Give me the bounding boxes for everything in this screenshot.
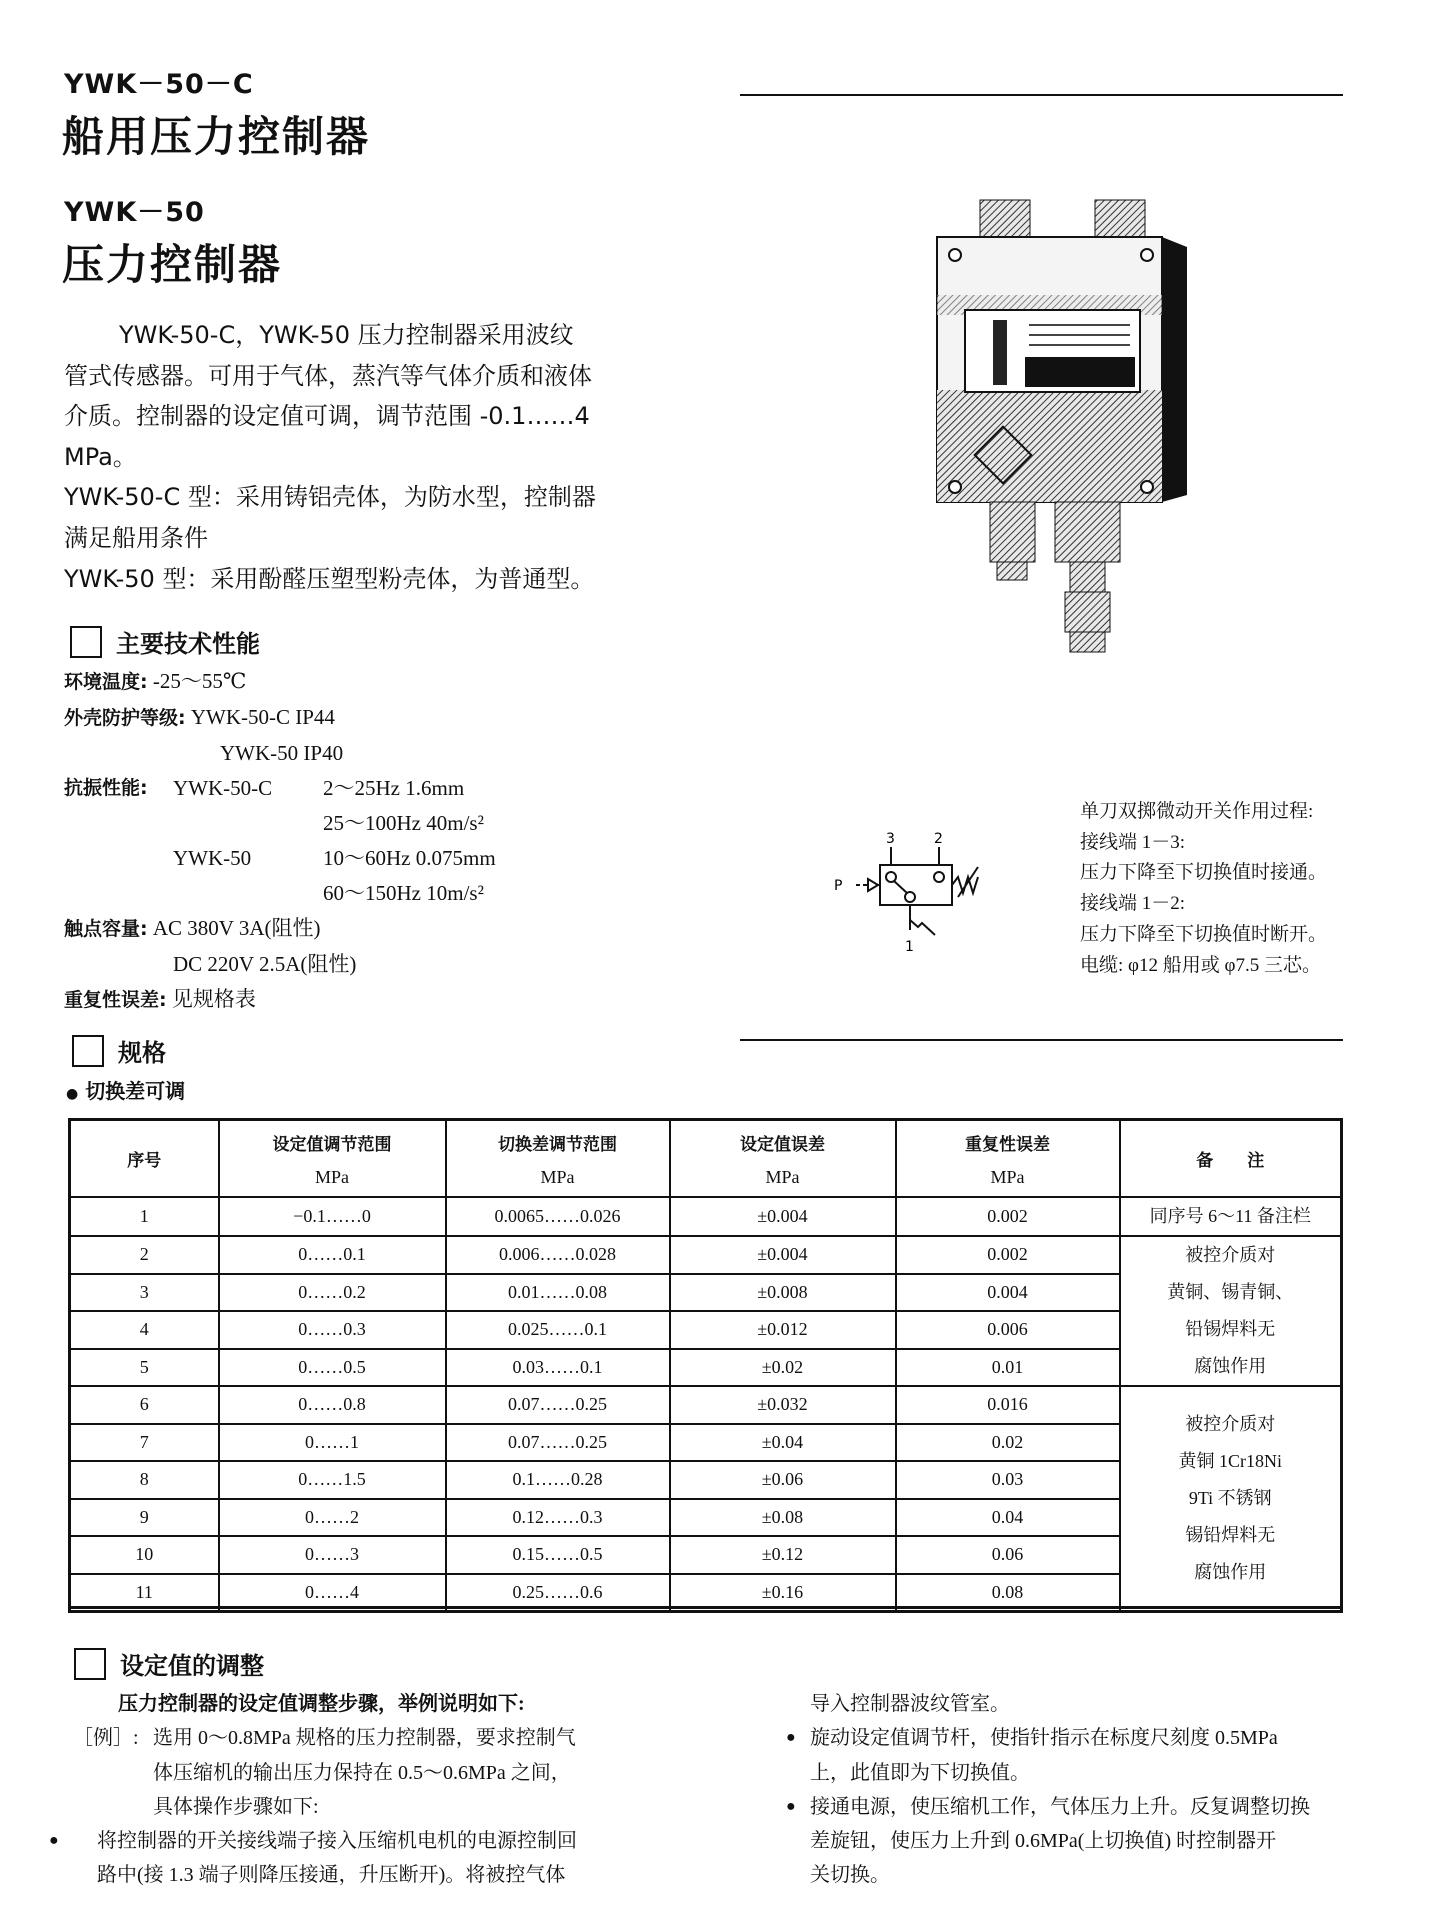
section-title: 设定值的调整 xyxy=(120,1652,264,1680)
note-line: 铅锡焊料无 xyxy=(1185,1319,1276,1339)
intro-line: YWK-50 型：采用酚醛压塑型粉壳体，为普通型。 xyxy=(64,564,595,593)
checkbox-square-icon xyxy=(72,1035,104,1067)
note-line: 腐蚀作用 xyxy=(1194,1562,1267,1582)
intro-paragraph xyxy=(64,315,596,599)
spec-value: 25～100Hz 40m/s² xyxy=(323,811,484,835)
step-1: ● 将控制器的开关接线端子接入压缩机电机的电源控制回 xyxy=(73,1824,577,1858)
table-cell: ±0.06 xyxy=(670,1461,896,1499)
table-note-cell xyxy=(1120,1197,1342,1236)
step-line: 差旋钮，使压力上升到 0.6MPa(上切换值) 时控制器开 xyxy=(810,1830,1277,1853)
intro-line: 介质。控制器的设定值可调，调节范围 -0.1……4 xyxy=(64,402,590,431)
switch-diagram xyxy=(810,825,990,955)
section-heading-specs xyxy=(70,624,260,659)
spec-label: 环境温度: xyxy=(64,671,148,693)
step-2: ● 旋动设定值调节杆，使指针指示在标度尺刻度 0.5MPa xyxy=(810,1721,1310,1755)
note-line: 同序号 6～11 备注栏 xyxy=(1149,1206,1311,1226)
table-row xyxy=(70,1386,1342,1424)
table-cell: 2 xyxy=(70,1236,219,1274)
table-cell: 0……1 xyxy=(219,1424,446,1462)
table-cell: 0.0065……0.026 xyxy=(446,1197,670,1236)
subheading xyxy=(66,1075,185,1104)
table-bottom-rule xyxy=(68,1606,1343,1609)
switch-description xyxy=(1080,797,1327,981)
note-line: 黄铜 1Cr18Ni xyxy=(1178,1451,1282,1471)
table-cell: 11 xyxy=(70,1574,219,1612)
step-line: 上，此值即为下切换值。 xyxy=(810,1761,1030,1784)
table-cell: 6 xyxy=(70,1386,219,1424)
note-line: 腐蚀作用 xyxy=(1194,1356,1267,1376)
table-cell: 0.03……0.1 xyxy=(446,1349,670,1387)
table-cell: 0.01……0.08 xyxy=(446,1274,670,1312)
spec-model: YWK-50 xyxy=(173,846,252,870)
table-cell: ±0.032 xyxy=(670,1386,896,1424)
switch-line: 接线端 1－2: xyxy=(1080,893,1186,915)
table-cell: 0……0.3 xyxy=(219,1311,446,1349)
spec-model: YWK-50-C xyxy=(173,776,273,800)
step-3: ● 接通电源，使压缩机工作，气体压力上升。反复调整切换 xyxy=(810,1790,1310,1824)
spec-value: -25～55℃ xyxy=(152,669,247,693)
note-line: 黄铜、锡青铜、 xyxy=(1167,1282,1294,1302)
intro-line: 管式传感器。可用于气体，蒸汽等气体介质和液体 xyxy=(64,361,592,390)
table-cell: 0.07……0.25 xyxy=(446,1424,670,1462)
note-line: 9Ti 不锈钢 xyxy=(1188,1488,1272,1508)
table-cell: 0……0.2 xyxy=(219,1274,446,1312)
model-title-2: YWK－50 xyxy=(64,197,205,228)
bullet-icon: ● xyxy=(66,1086,79,1102)
column-header: 备 注 xyxy=(1120,1120,1342,1198)
table-cell: ±0.012 xyxy=(670,1311,896,1349)
intro-line: MPa。 xyxy=(64,442,137,471)
checkbox-square-icon xyxy=(70,626,102,658)
column-header: 切换差调节范围 MPa xyxy=(446,1120,670,1198)
column-header: 序号 xyxy=(70,1120,219,1198)
table-cell: 0……0.5 xyxy=(219,1349,446,1387)
table-note-cell xyxy=(1120,1386,1342,1612)
table-cell: 0……3 xyxy=(219,1536,446,1574)
table-cell: ±0.08 xyxy=(670,1499,896,1537)
table-cell: ±0.02 xyxy=(670,1349,896,1387)
example-line: 选用 0～0.8MPa 规格的压力控制器，要求控制气 xyxy=(153,1727,576,1750)
table-cell: −0.1……0 xyxy=(219,1197,446,1236)
table-cell: 0.15……0.5 xyxy=(446,1536,670,1574)
table-cell: 0……2 xyxy=(219,1499,446,1537)
table-cell: 10 xyxy=(70,1536,219,1574)
pressure-controller-photo xyxy=(925,195,1195,660)
table-header-row xyxy=(70,1120,1342,1198)
table-note-cell xyxy=(1120,1236,1342,1386)
table-cell: 0.12……0.3 xyxy=(446,1499,670,1537)
terminal-label: 1 xyxy=(905,939,914,955)
table-cell: 0.025……0.1 xyxy=(446,1311,670,1349)
spec-value: 60～150Hz 10m/s² xyxy=(323,881,484,905)
step-line: 路中(接 1.3 端子则降压接通，升压断开)。将被控气体 xyxy=(97,1864,566,1887)
divider-middle xyxy=(740,1039,1343,1041)
adjust-right-column xyxy=(810,1687,1310,1893)
table-cell: 0.04 xyxy=(896,1499,1120,1537)
table-cell: 0……0.8 xyxy=(219,1386,446,1424)
model-title-1: YWK－50－C xyxy=(64,69,254,100)
table-cell: ±0.16 xyxy=(670,1574,896,1612)
pressure-port-label: P xyxy=(834,878,843,894)
example-line: 体压缩机的输出压力保持在 0.5～0.6MPa 之间， xyxy=(153,1761,571,1784)
step-line: 导入控制器波纹管室。 xyxy=(810,1693,1010,1715)
table-cell: 0.006……0.028 xyxy=(446,1236,670,1274)
example-label: ［例］: xyxy=(73,1727,139,1750)
table-cell: 0.07……0.25 xyxy=(446,1386,670,1424)
table-cell: 9 xyxy=(70,1499,219,1537)
switch-line: 压力下降至下切换值时断开。 xyxy=(1080,923,1328,945)
table-cell: ±0.004 xyxy=(670,1236,896,1274)
table-cell: 3 xyxy=(70,1274,219,1312)
spec-table xyxy=(68,1118,1343,1613)
table-cell: 4 xyxy=(70,1311,219,1349)
example-line: 具体操作步骤如下: xyxy=(153,1795,319,1818)
column-header: 设定值调节范围 MPa xyxy=(219,1120,446,1198)
table-cell: ±0.004 xyxy=(670,1197,896,1236)
subheading-text: 切换差可调 xyxy=(85,1079,186,1103)
spec-value: YWK-50-C IP44 xyxy=(190,705,335,729)
specs-list xyxy=(64,664,496,1018)
section-title: 规格 xyxy=(118,1039,166,1067)
table-row xyxy=(70,1236,1342,1274)
table-cell: 0.016 xyxy=(896,1386,1120,1424)
spec-value: AC 380V 3A(阻性) xyxy=(152,916,321,940)
table-cell: 0.03 xyxy=(896,1461,1120,1499)
table-cell: 0.06 xyxy=(896,1536,1120,1574)
table-cell: 0.25……0.6 xyxy=(446,1574,670,1612)
spec-label: 外壳防护等级: xyxy=(64,707,186,729)
intro-line: 满足船用条件 xyxy=(64,523,208,552)
table-cell: ±0.008 xyxy=(670,1274,896,1312)
table-cell: 0.08 xyxy=(896,1574,1120,1612)
spec-value: 10～60Hz 0.075mm xyxy=(323,846,496,870)
spec-value: YWK-50 IP40 xyxy=(220,741,344,765)
table-cell: 0.1……0.28 xyxy=(446,1461,670,1499)
page-title-1: 船用压力控制器 xyxy=(62,112,371,161)
table-cell: 0.006 xyxy=(896,1311,1120,1349)
table-cell: ±0.12 xyxy=(670,1536,896,1574)
note-line: 锡铅焊料无 xyxy=(1185,1525,1276,1545)
section-heading-spec-table xyxy=(72,1033,166,1068)
spec-value: 见规格表 xyxy=(171,987,256,1011)
table-cell: 0……0.1 xyxy=(219,1236,446,1274)
table-cell: 0.02 xyxy=(896,1424,1120,1462)
table-cell: ±0.04 xyxy=(670,1424,896,1462)
table-cell: 0……1.5 xyxy=(219,1461,446,1499)
table-cell: 7 xyxy=(70,1424,219,1462)
note-line: 被控介质对 xyxy=(1185,1245,1276,1265)
terminal-label: 2 xyxy=(934,831,943,847)
table-cell: 1 xyxy=(70,1197,219,1236)
checkbox-square-icon xyxy=(74,1648,106,1680)
table-row xyxy=(70,1197,1342,1236)
table-cell: 5 xyxy=(70,1349,219,1387)
intro-line: YWK-50-C，YWK-50 压力控制器采用波纹 xyxy=(119,321,574,349)
divider-top xyxy=(740,94,1343,96)
spec-value: DC 220V 2.5A(阻性) xyxy=(173,952,357,976)
table-cell: 0.002 xyxy=(896,1197,1120,1236)
switch-line: 电缆: φ12 船用或 φ7.5 三芯。 xyxy=(1080,954,1321,976)
switch-line: 接线端 1－3: xyxy=(1080,831,1186,853)
table-cell: 0.004 xyxy=(896,1274,1120,1312)
spec-label: 抗振性能: xyxy=(64,777,148,799)
column-header: 设定值误差 MPa xyxy=(670,1120,896,1198)
intro-line: YWK-50-C 型：采用铸铝壳体，为防水型，控制器 xyxy=(64,483,596,512)
section-title: 主要技术性能 xyxy=(116,630,260,658)
step-line: 关切换。 xyxy=(810,1864,890,1887)
table-cell: 0.002 xyxy=(896,1236,1120,1274)
note-line: 被控介质对 xyxy=(1185,1414,1276,1434)
column-header: 重复性误差 MPa xyxy=(896,1120,1120,1198)
section-heading-adjust xyxy=(74,1646,264,1681)
page-title-2: 压力控制器 xyxy=(62,240,283,289)
spec-label: 重复性误差: xyxy=(64,989,167,1011)
table-cell: 0.01 xyxy=(896,1349,1120,1387)
adjust-left-column xyxy=(73,1687,577,1893)
adjust-intro: 压力控制器的设定值调整步骤，举例说明如下: xyxy=(118,1693,525,1715)
spec-label: 触点容量: xyxy=(64,918,148,940)
spec-value: 2～25Hz 1.6mm xyxy=(323,776,465,800)
switch-line: 压力下降至下切换值时接通。 xyxy=(1080,862,1328,884)
terminal-label: 3 xyxy=(886,831,895,847)
switch-line: 单刀双掷微动开关作用过程: xyxy=(1080,801,1314,822)
table-cell: 0……4 xyxy=(219,1574,446,1612)
table-cell: 8 xyxy=(70,1461,219,1499)
